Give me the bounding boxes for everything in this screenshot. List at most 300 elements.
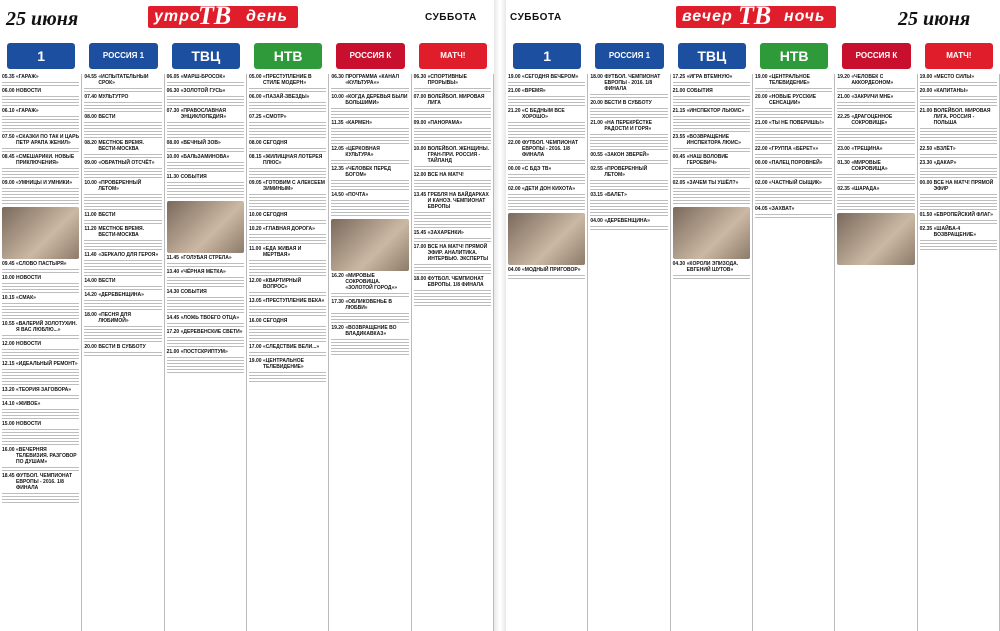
- description-text: [920, 96, 997, 101]
- description-text: [508, 160, 585, 165]
- description-text: [920, 82, 997, 87]
- schedule-entry: [249, 212, 326, 218]
- description-text: [673, 122, 750, 127]
- program-time: 10.00: [2, 275, 15, 281]
- band-left-word: вечер: [682, 8, 733, 25]
- description-text: [837, 194, 914, 199]
- program-time: 00.00: [508, 166, 521, 172]
- description-text: [167, 82, 244, 87]
- program-title: «ЗАЧЕМ ТЫ УШЁЛ?»: [686, 180, 739, 186]
- channel-logo: [918, 40, 1000, 72]
- description-text: [2, 441, 79, 446]
- description-text: [84, 128, 161, 133]
- schedule-entry: [414, 276, 491, 288]
- schedule-entry: [84, 292, 161, 298]
- schedule-entry: [2, 295, 79, 301]
- description-text: [84, 332, 161, 337]
- description-text: [508, 122, 585, 127]
- description-text: [249, 194, 326, 199]
- program-title: «ПАНОРАМА»: [427, 120, 463, 126]
- description-text: [920, 168, 997, 173]
- schedule-entry: [673, 261, 750, 273]
- program-title: «ИДЕАЛЬНЫЙ РЕМОНТ»: [16, 361, 78, 367]
- schedule-entry: [167, 349, 244, 355]
- description-text: [167, 363, 244, 368]
- description-text: [249, 372, 326, 377]
- description-text: [84, 246, 161, 251]
- schedule-entry: [920, 226, 997, 238]
- program-title: ВОЛЕЙБОЛ. МИРОВАЯ ЛИГА: [427, 94, 485, 106]
- schedule-entry: [837, 146, 914, 152]
- program-time: 06.10: [2, 108, 15, 114]
- program-title: «ГРУППА «БЕРЕТ»»: [769, 146, 819, 152]
- description-text: [508, 275, 585, 280]
- description-text: [249, 292, 326, 297]
- program-title: «ЗАКРИЧИ МНЕ»: [851, 94, 894, 100]
- description-text: [249, 260, 326, 265]
- program-time: 13.05: [249, 298, 262, 304]
- schedule-entry: [331, 146, 408, 158]
- program-title: «ДЕРЕВЕНСКИЕ СВЕТИ»: [180, 329, 243, 335]
- description-text: [331, 319, 408, 324]
- program-title: «НОВЫЕ РУССКИЕ СЕНСАЦИИ»: [769, 94, 817, 106]
- description-text: [331, 186, 408, 191]
- ntv-logo-icon: НТВ: [760, 43, 828, 69]
- program-time: 23.30: [919, 160, 933, 166]
- description-text: [2, 309, 79, 314]
- program-time: 04.55: [84, 74, 97, 80]
- program-title: «МИРОВЫЕ СОКРОВИЩА. «ЗОЛОТОЙ ГОРОД»»: [345, 273, 398, 291]
- schedule-entry: [2, 261, 79, 267]
- description-text: [84, 338, 161, 343]
- program-time: 21.00: [166, 349, 180, 355]
- program-time: 04.30: [672, 261, 686, 267]
- weekday-label: СУББОТА: [510, 12, 562, 23]
- program-title: «НАШ ВОЛОВИЕ ГЕРОЕВИЧ»: [686, 154, 729, 166]
- program-time: 19.00: [508, 74, 521, 80]
- description-text: [167, 96, 244, 101]
- schedule-entry: [837, 186, 914, 192]
- description-text: [590, 94, 667, 99]
- description-text: [755, 88, 832, 93]
- program-title: ФУТБОЛ. ЧЕМПИОНАТ ЕВРОПЫ - 2016. 1/8 ФИНАЛА: [16, 473, 73, 491]
- program-time: 12.00: [2, 341, 15, 347]
- description-text: [837, 140, 914, 145]
- description-text: [2, 375, 79, 380]
- program-time: 02.55: [590, 166, 603, 172]
- schedule-column: [165, 74, 247, 631]
- schedule-entry: [2, 321, 79, 333]
- description-text: [2, 128, 79, 133]
- description-text: [167, 102, 244, 107]
- program-title: «ПРОВЕРЕННЫЙ ЛЕТОМ»: [604, 166, 648, 178]
- program-title: ВЕСТИ: [98, 212, 116, 218]
- description-text: [167, 188, 244, 193]
- program-title: «СЕГОДНЯ ВЕЧЕРОМ»: [522, 74, 579, 80]
- description-text: [84, 300, 161, 305]
- program-time: 02.35: [919, 226, 933, 232]
- program-title: «ТЫ НЕ ПОВЕРИШЬ!»: [769, 120, 824, 126]
- schedule-entry: [167, 329, 244, 335]
- channel-one-logo-icon: 1: [513, 43, 581, 69]
- description-text: [2, 116, 79, 121]
- description-text: [920, 134, 997, 139]
- description-text: [414, 166, 491, 171]
- schedule-entry: [590, 152, 667, 158]
- schedule-entry: [84, 94, 161, 100]
- schedule-entry: [84, 114, 161, 120]
- description-text: [167, 277, 244, 282]
- description-text: [2, 369, 79, 374]
- schedule-entry: [2, 361, 79, 367]
- description-text: [920, 194, 997, 199]
- program-time: 11.40: [84, 252, 97, 258]
- description-text: [837, 102, 914, 107]
- schedule-entry: [920, 88, 997, 94]
- program-time: 05.35: [2, 74, 15, 80]
- description-text: [84, 206, 161, 211]
- program-time: 10.20: [249, 226, 262, 232]
- description-text: [2, 194, 79, 199]
- masthead-left: [0, 0, 494, 36]
- description-text: [673, 174, 750, 179]
- schedule-entry: [249, 298, 326, 304]
- description-text: [331, 200, 408, 205]
- schedule-entry: [2, 275, 79, 281]
- schedule-entry: [837, 74, 914, 86]
- schedule-entry: [2, 421, 79, 427]
- program-title: ВЕСТИ В СУББОТУ: [98, 344, 146, 350]
- description-text: [331, 108, 408, 113]
- description-text: [249, 338, 326, 343]
- description-text: [249, 326, 326, 331]
- description-text: [249, 306, 326, 311]
- program-title: «ВАЛЕРИЙ ЗОЛОТУХИН. Я ВАС ЛЮБЛЮ...»: [16, 321, 77, 333]
- program-time: 12.15: [2, 361, 15, 367]
- program-title: «ШАЙБА-4 ВОЗВРАЩЕНИЕ»: [933, 226, 977, 238]
- description-text: [2, 355, 79, 360]
- date-label: 25 июня: [6, 8, 79, 30]
- description-text: [508, 134, 585, 139]
- program-title: «ЖИЛИЩНАЯ ЛОТЕРЕЯ ПЛЮС»: [263, 154, 323, 166]
- program-time: 04.05: [755, 206, 768, 212]
- program-title: СОБЫТИЯ: [686, 88, 713, 94]
- description-text: [167, 303, 244, 308]
- description-text: [84, 108, 161, 113]
- program-title: «ОБРАТНЫЙ ОТСЧЁТ»: [98, 160, 155, 166]
- description-text: [249, 240, 326, 245]
- description-text: [590, 134, 667, 139]
- schedule-entry: [414, 120, 491, 126]
- program-title: «КАПИТАНЫ»: [933, 88, 968, 94]
- channel-logo: [0, 40, 82, 72]
- program-photo: [673, 207, 750, 259]
- description-text: [673, 200, 750, 205]
- program-title: «ЦЕРКОВНАЯ КУЛЬТУРА»: [345, 146, 380, 158]
- channel-logo: [412, 40, 494, 72]
- description-text: [837, 154, 914, 159]
- program-time: 17.00: [413, 244, 427, 250]
- description-text: [84, 122, 161, 127]
- program-time: 17.30: [331, 299, 344, 305]
- description-text: [331, 313, 408, 318]
- description-text: [331, 339, 408, 344]
- schedule-entry: [331, 299, 408, 311]
- ntv-logo-icon: НТВ: [254, 43, 322, 69]
- program-photo: [2, 207, 79, 259]
- program-time: 20.00: [919, 88, 933, 94]
- masthead-right: [506, 0, 1000, 36]
- schedule-column: [506, 74, 588, 631]
- description-text: [920, 200, 997, 205]
- program-time: 13.40: [166, 269, 180, 275]
- schedule-entry: [2, 88, 79, 94]
- program-title: «ГОЛУБАЯ СТРЕЛА»: [180, 255, 232, 261]
- description-text: [673, 194, 750, 199]
- program-title: «ТРЕЩИНА»: [851, 146, 883, 152]
- description-text: [84, 200, 161, 205]
- program-title: «КОРОЛИ ЭПИЗОДА. ЕВГЕНИЙ ШУТОВ»: [686, 261, 739, 273]
- channel-logo: [835, 40, 917, 72]
- program-title: ГРЕБЛЯ НА БАЙДАРКАХ И КАНОЭ. ЧЕМПИОНАТ ЕВРОПЫ: [427, 192, 489, 210]
- description-text: [755, 214, 832, 219]
- program-title: «ЛОЖЬ ТВОЕГО ОТЦА»: [180, 315, 240, 321]
- description-text: [2, 303, 79, 308]
- description-text: [167, 122, 244, 127]
- description-text: [673, 102, 750, 107]
- program-title: ПРОГРАММА «КАНАЛ «КУЛЬТУРА»»: [345, 74, 399, 86]
- description-text: [249, 168, 326, 173]
- program-time: 08.20: [84, 140, 97, 146]
- schedule-entry: [590, 100, 667, 106]
- description-text: [167, 162, 244, 167]
- description-text: [837, 134, 914, 139]
- program-title: «ТЕОРИЯ ЗАГОВОРА»: [16, 387, 72, 393]
- description-text: [414, 128, 491, 133]
- program-time: 18.00: [590, 74, 603, 80]
- schedule-entry: [2, 108, 79, 114]
- description-text: [249, 272, 326, 277]
- description-text: [2, 82, 79, 87]
- schedule-entry: [755, 160, 832, 166]
- program-time: 04.00: [508, 267, 521, 273]
- program-time: 21.20: [508, 108, 521, 114]
- program-time: 07.00: [413, 94, 427, 100]
- description-text: [249, 128, 326, 133]
- program-time: 14.30: [166, 289, 180, 295]
- schedule-entry: [249, 154, 326, 166]
- program-title: «ОБЛИКОВЕНЬЕ В ЛЮБВИ»: [345, 299, 392, 311]
- program-time: 01.50: [919, 212, 933, 218]
- program-time: 00.45: [672, 154, 686, 160]
- schedule-entry: [673, 74, 750, 80]
- schedule-column: [82, 74, 164, 631]
- description-text: [508, 194, 585, 199]
- description-text: [331, 212, 408, 217]
- description-text: [2, 200, 79, 205]
- schedule-entry: [331, 325, 408, 337]
- description-text: [84, 168, 161, 173]
- program-title: «ШАРАДА»: [851, 186, 880, 192]
- schedule-entry: [755, 94, 832, 106]
- tv-logo-icon: ТВ: [738, 1, 772, 30]
- description-text: [508, 102, 585, 107]
- description-text: [2, 409, 79, 414]
- description-text: [673, 96, 750, 101]
- description-text: [249, 378, 326, 383]
- description-text: [414, 218, 491, 223]
- program-title: ФУТБОЛ. ЧЕМПИОНАТ ЕВРОПЫ - 2016. 1/8 ФИНАЛА: [522, 140, 579, 158]
- schedule-entry: [2, 341, 79, 347]
- description-text: [920, 128, 997, 133]
- schedule-entry: [673, 180, 750, 186]
- description-text: [84, 102, 161, 107]
- program-title: «СМОТР»: [263, 114, 287, 120]
- description-text: [84, 266, 161, 271]
- schedule-columns: [506, 74, 1000, 631]
- program-time: 12.00: [249, 278, 262, 284]
- program-time: 19.00: [755, 74, 768, 80]
- description-text: [84, 260, 161, 265]
- description-text: [414, 140, 491, 145]
- program-title: «ДЕТИ ДОН КИХОТА»: [522, 186, 576, 192]
- program-title: «ЗАХВАТ»: [769, 206, 795, 212]
- program-title: НОВОСТИ: [16, 341, 42, 347]
- schedule-entry: [508, 74, 585, 80]
- program-title: МУЛЬТУТРО: [98, 94, 129, 100]
- schedule-entry: [414, 244, 491, 262]
- program-time: 22.00: [755, 146, 768, 152]
- description-text: [249, 312, 326, 317]
- description-text: [331, 293, 408, 298]
- channel-logo: [247, 40, 329, 72]
- channel-logo: [82, 40, 164, 72]
- description-text: [167, 128, 244, 133]
- program-title: НОВОСТИ: [16, 88, 42, 94]
- schedule-entry: [249, 94, 326, 100]
- program-title: «ДЕРЕВЕНЩИНА»: [604, 218, 650, 224]
- description-text: [673, 275, 750, 280]
- program-time: 10.00: [331, 94, 344, 100]
- description-text: [84, 174, 161, 179]
- program-time: 00.55: [590, 152, 603, 158]
- description-text: [2, 415, 79, 420]
- schedule-entry: [920, 108, 997, 126]
- band-left-word: утро: [154, 8, 201, 25]
- description-text: [249, 200, 326, 205]
- description-text: [249, 234, 326, 239]
- description-text: [508, 174, 585, 179]
- description-text: [167, 148, 244, 153]
- program-title: СЕГОДНЯ: [263, 318, 288, 324]
- description-text: [84, 272, 161, 277]
- description-text: [590, 212, 667, 217]
- description-text: [84, 154, 161, 159]
- program-time: 22.00: [508, 140, 521, 146]
- description-text: [414, 264, 491, 269]
- program-title: «МИРОВЫЕ СОКРОВИЩА»: [851, 160, 888, 172]
- description-text: [2, 148, 79, 153]
- left-page: [0, 0, 494, 631]
- channel-logo: [671, 40, 753, 72]
- page-gutter: [494, 0, 506, 631]
- description-text: [414, 180, 491, 185]
- program-time: 16.00: [2, 447, 15, 453]
- program-time: 21.00: [508, 88, 521, 94]
- program-time: 19.20: [331, 325, 344, 331]
- description-text: [414, 134, 491, 139]
- program-title: «ЗАКОН ЗВЕРЕЙ»: [604, 152, 649, 158]
- schedule-entry: [414, 146, 491, 164]
- program-time: 21.00: [837, 94, 850, 100]
- description-text: [84, 326, 161, 331]
- program-time: 02.05: [672, 180, 686, 186]
- description-text: [755, 188, 832, 193]
- program-title: «ВРЕМЯ»: [522, 88, 546, 94]
- schedule-entry: [249, 278, 326, 290]
- program-time: 15.00: [2, 421, 15, 427]
- program-time: 01.30: [837, 160, 850, 166]
- program-title: «ЕДА ЖИВАЯ И МЕРТВАЯ»: [263, 246, 302, 258]
- band-right-word: ночь: [784, 8, 826, 25]
- program-title: СЕГОДНЯ: [263, 212, 288, 218]
- schedule-entry: [920, 180, 997, 192]
- program-title: «СЛОВО ПАСТЫРЯ»: [16, 261, 67, 267]
- schedule-entry: [249, 344, 326, 350]
- program-time: 11.00: [249, 246, 262, 252]
- schedule-entry: [755, 120, 832, 126]
- schedule-entry: [673, 108, 750, 114]
- program-title: ВОЛЕЙБОЛ. МИРОВАЯ ЛИГА. РОССИЯ - ПОЛЬША: [933, 108, 991, 126]
- schedule-entry: [167, 108, 244, 120]
- description-text: [331, 351, 408, 356]
- description-text: [2, 435, 79, 440]
- description-text: [167, 297, 244, 302]
- program-time: 11.30: [166, 174, 179, 180]
- schedule-entry: [167, 289, 244, 295]
- program-time: 22.50: [919, 146, 933, 152]
- match-tv-logo-icon: МАТЧ!: [925, 43, 993, 69]
- schedule-entry: [84, 252, 161, 258]
- program-title: «ГАРАЖ»: [16, 108, 39, 114]
- program-title: «ЦЕНТРАЛЬНОЕ ТЕЛЕВИДЕНИЕ»: [769, 74, 810, 86]
- program-photo: [837, 213, 914, 265]
- description-text: [590, 160, 667, 165]
- program-time: 10.00: [249, 212, 262, 218]
- right-page: [506, 0, 1000, 631]
- program-title: «ЧЁРНАЯ МЕТКА»: [180, 269, 226, 275]
- program-time: 23.55: [672, 134, 686, 140]
- schedule-column: [918, 74, 1000, 631]
- program-time: 03.15: [590, 192, 603, 198]
- description-text: [2, 289, 79, 294]
- program-title: «ЗЕРКАЛО ДЛЯ ГЕРОЯ»: [98, 252, 159, 258]
- schedule-entry: [84, 74, 161, 86]
- schedule-entry: [84, 140, 161, 152]
- schedule-entry: [755, 180, 832, 186]
- program-title: «ЗАХАРЕНКИ»: [427, 230, 464, 236]
- schedule-entry: [2, 154, 79, 166]
- program-time: 04.00: [590, 218, 603, 224]
- program-title: «ГЛАВНАЯ ДОРОГА»: [263, 226, 315, 232]
- description-text: [673, 116, 750, 121]
- program-time: 02.35: [837, 186, 850, 192]
- schedule-entry: [414, 74, 491, 86]
- schedule-entry: [249, 114, 326, 120]
- description-text: [508, 82, 585, 87]
- description-text: [508, 96, 585, 101]
- schedule-entry: [331, 192, 408, 198]
